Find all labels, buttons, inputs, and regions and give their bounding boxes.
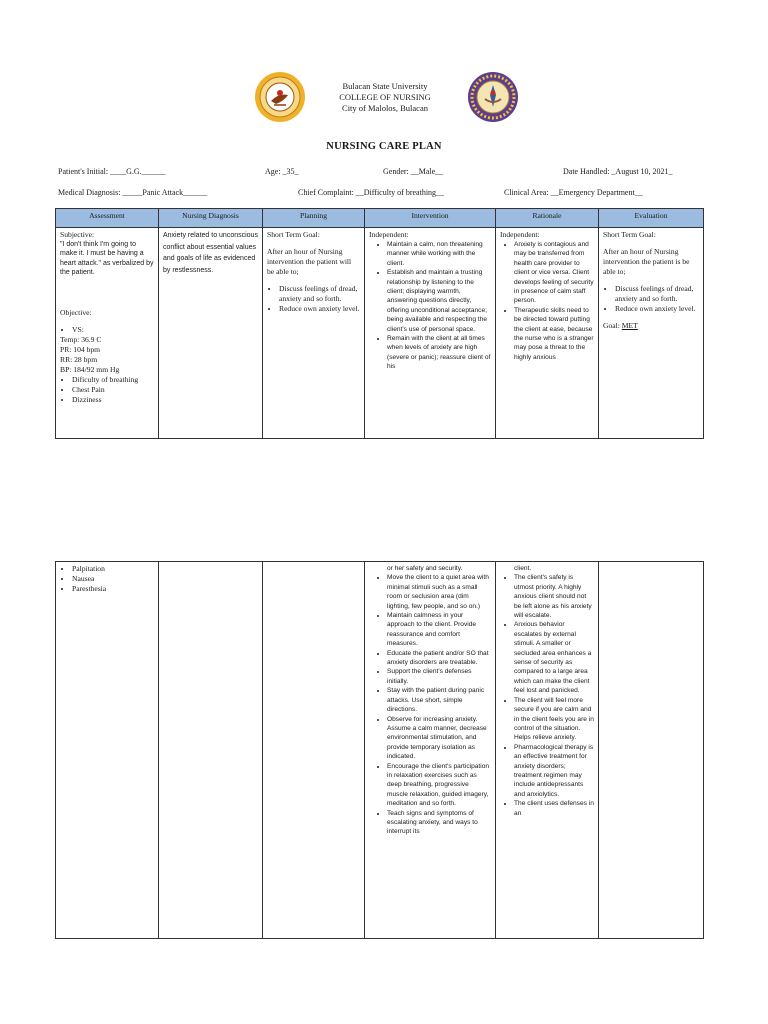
list-item: • The client's safety is utmost priority. A highly anxious client should not be left alone as his anxiety will escalate.: [514, 573, 594, 620]
intervention-list: [369, 240, 491, 372]
intervention-cell: [365, 228, 496, 439]
intervention-list: [369, 573, 491, 836]
planning-list: [267, 284, 360, 314]
column-header-intervention: Intervention: [365, 209, 496, 228]
list-item: • Teach signs and symptoms of escalating anxiety, and ways to interrupt its: [387, 809, 491, 837]
planning-text: After an hour of Nursing intervention the patient will be able to;: [267, 247, 352, 276]
list-item: • Discuss feelings of dread, anxiety and so forth.: [615, 284, 699, 304]
list-item: • Nausea: [72, 574, 154, 584]
column-header-nursing-diagnosis: Nursing Diagnosis: [159, 209, 263, 228]
goal-result-value: MET: [621, 321, 638, 330]
nursing-diagnosis-cell: [159, 228, 263, 439]
list-item: • Paresthesia: [72, 584, 154, 594]
intervention-label: Independent:: [369, 230, 409, 239]
college-name: COLLEGE OF NURSING: [339, 92, 431, 102]
list-item: • Establish and maintain a trusting relationship by listening to the client; displaying warmth, answering questions directly, offering unconditional acceptance; being available and respecting the client's use of personal space.: [387, 268, 491, 334]
list-item: • The client will feel more secure if you are calm and in the client feels you are in control of the situation. Helps relieve anxiety.: [514, 696, 594, 743]
care-plan-table-continued: [55, 561, 704, 939]
planning-cell: [263, 562, 365, 939]
list-item: • Reduce own anxiety level.: [615, 304, 699, 314]
vital-rr: RR: 28 bpm: [60, 354, 98, 364]
column-header-assessment: Assessment: [56, 209, 159, 228]
assessment-continued-list: [60, 564, 154, 594]
rationale-list: [500, 573, 594, 818]
list-item: • Stay with the patient during panic attacks. Use short, simple directions.: [387, 686, 491, 714]
college-of-nursing-seal-icon: [467, 71, 519, 123]
assessment-cell: [56, 562, 159, 939]
evaluation-goal-label: Short Term Goal:: [603, 230, 656, 239]
vital-temp: Temp: 36.9 C: [60, 334, 102, 344]
nursing-diagnosis-cell: [159, 562, 263, 939]
rationale-continuation: client.: [514, 565, 532, 572]
evaluation-text: After an hour of Nursing intervention the patient is be able to;: [603, 247, 690, 276]
list-item: • The client uses defenses in an: [514, 799, 594, 818]
page-title: NURSING CARE PLAN: [326, 141, 442, 152]
list-item: • Discuss feelings of dread, anxiety and so forth.: [279, 284, 360, 304]
evaluation-list: [603, 284, 699, 314]
planning-goal-label: Short Term Goal:: [267, 230, 320, 239]
list-item: • Encourage the client's participation in relaxation exercises such as deep breathing, progressive muscle relaxation, guided imagery, meditation and so forth.: [387, 762, 491, 809]
goal-result-label: Goal:: [603, 321, 620, 330]
patient-age: Age: _35_: [265, 167, 299, 176]
university-name: Bulacan State University: [342, 81, 428, 91]
vital-bp: BP: 184/92 mm Hg: [60, 364, 120, 374]
list-item: • Support the client's defenses initially.: [387, 667, 491, 686]
objective-label: Objective:: [60, 307, 92, 317]
rationale-cell: [496, 228, 599, 439]
patient-initial: Patient's Initial: ____G.G.______: [58, 167, 166, 176]
patient-gender: Gender: __Male__: [383, 167, 444, 176]
findings-list: [60, 375, 154, 405]
date-handled: Date Handled: _August 10, 2021_: [563, 167, 673, 176]
assessment-cell: [56, 228, 159, 439]
intervention-cell: [365, 562, 496, 939]
column-header-planning: Planning: [263, 209, 365, 228]
list-item: • Reduce own anxiety level.: [279, 304, 360, 314]
list-item: • Dizziness: [72, 395, 154, 405]
list-item: • Maintain calmness in your approach to the client. Provide reassurance and comfort measures.: [387, 611, 491, 649]
rationale-label: Independent:: [500, 230, 540, 239]
institution-header: [300, 81, 470, 114]
list-item: • Maintain a calm, non threatening manner while working with the client.: [387, 240, 491, 268]
rationale-cell: [496, 562, 599, 939]
rationale-list: [500, 240, 594, 362]
column-header-rationale: Rationale: [496, 209, 599, 228]
list-item: • Palpitation: [72, 564, 154, 574]
chief-complaint: Chief Complaint: __Difficulty of breathing__: [298, 188, 445, 197]
evaluation-cell: [599, 228, 704, 439]
list-item: • Pharmacological therapy is an effective treatment for anxiety disorders; treatment regimen may include antidepressants and anxiolytics.: [514, 743, 594, 799]
bulsu-seal-icon: [254, 71, 306, 123]
column-header-evaluation: Evaluation: [599, 209, 704, 228]
list-item: • Chest Pain: [72, 385, 154, 395]
table-header-row: [56, 209, 704, 228]
goal-result: [603, 321, 699, 331]
vital-pr: PR: 104 bpm: [60, 344, 101, 354]
planning-cell: [263, 228, 365, 439]
clinical-area: Clinical Area: __Emergency Department__: [504, 188, 643, 197]
diagnosis-text: Anxiety related to unconscious conflict about essential values and goals of life as evidenced by restlessness.: [163, 232, 258, 274]
vs-label: • VS:: [72, 325, 154, 335]
table-row: [56, 562, 704, 939]
city-name: City of Malolos, Bulacan: [342, 103, 428, 113]
list-item: • Remain with the client at all times when levels of anxiety are high (severe or panic); reassure client of his: [387, 334, 491, 372]
vs-list: [60, 325, 154, 335]
list-item: • Anxious behavior escalates by external stimuli. A smaller or secluded area enhances a sense of security as compared to a large area which can make the client feel lost and panicked.: [514, 620, 594, 695]
medical-diagnosis: Medical Diagnosis: _____Panic Attack______: [58, 188, 208, 197]
list-item: • Move the client to a quiet area with minimal stimuli such as a small room or seclusion area (dim lighting, few people, and so on.): [387, 573, 491, 611]
table-row: [56, 228, 704, 439]
list-item: • Observe for increasing anxiety. Assume a calm manner, decrease environmental stimulation, and provide temporary isolation as indicated.: [387, 715, 491, 762]
subjective-label: Subjective:: [60, 230, 95, 239]
subjective-quote: "I don't think I'm going to make it. I must be having a heart attack." as verbalized by the patient.: [60, 241, 154, 277]
evaluation-cell: [599, 562, 704, 939]
list-item: • Dificulty of breathing: [72, 375, 154, 385]
list-item: • Therapeutic skills need to be directed toward putting the client at ease, because the nurse who is a stranger may pose a threat to the highly anxious: [514, 306, 594, 362]
care-plan-table: [55, 208, 704, 439]
list-item: • Educate the patient and/or SO that anxiety disorders are treatable.: [387, 649, 491, 668]
list-item: • Anxiety is contagious and may be transferred from health care provider to client or vice versa. Client develops feeling of security in presence of calm staff person.: [514, 240, 594, 306]
intervention-continuation: or her safety and security.: [387, 565, 463, 572]
